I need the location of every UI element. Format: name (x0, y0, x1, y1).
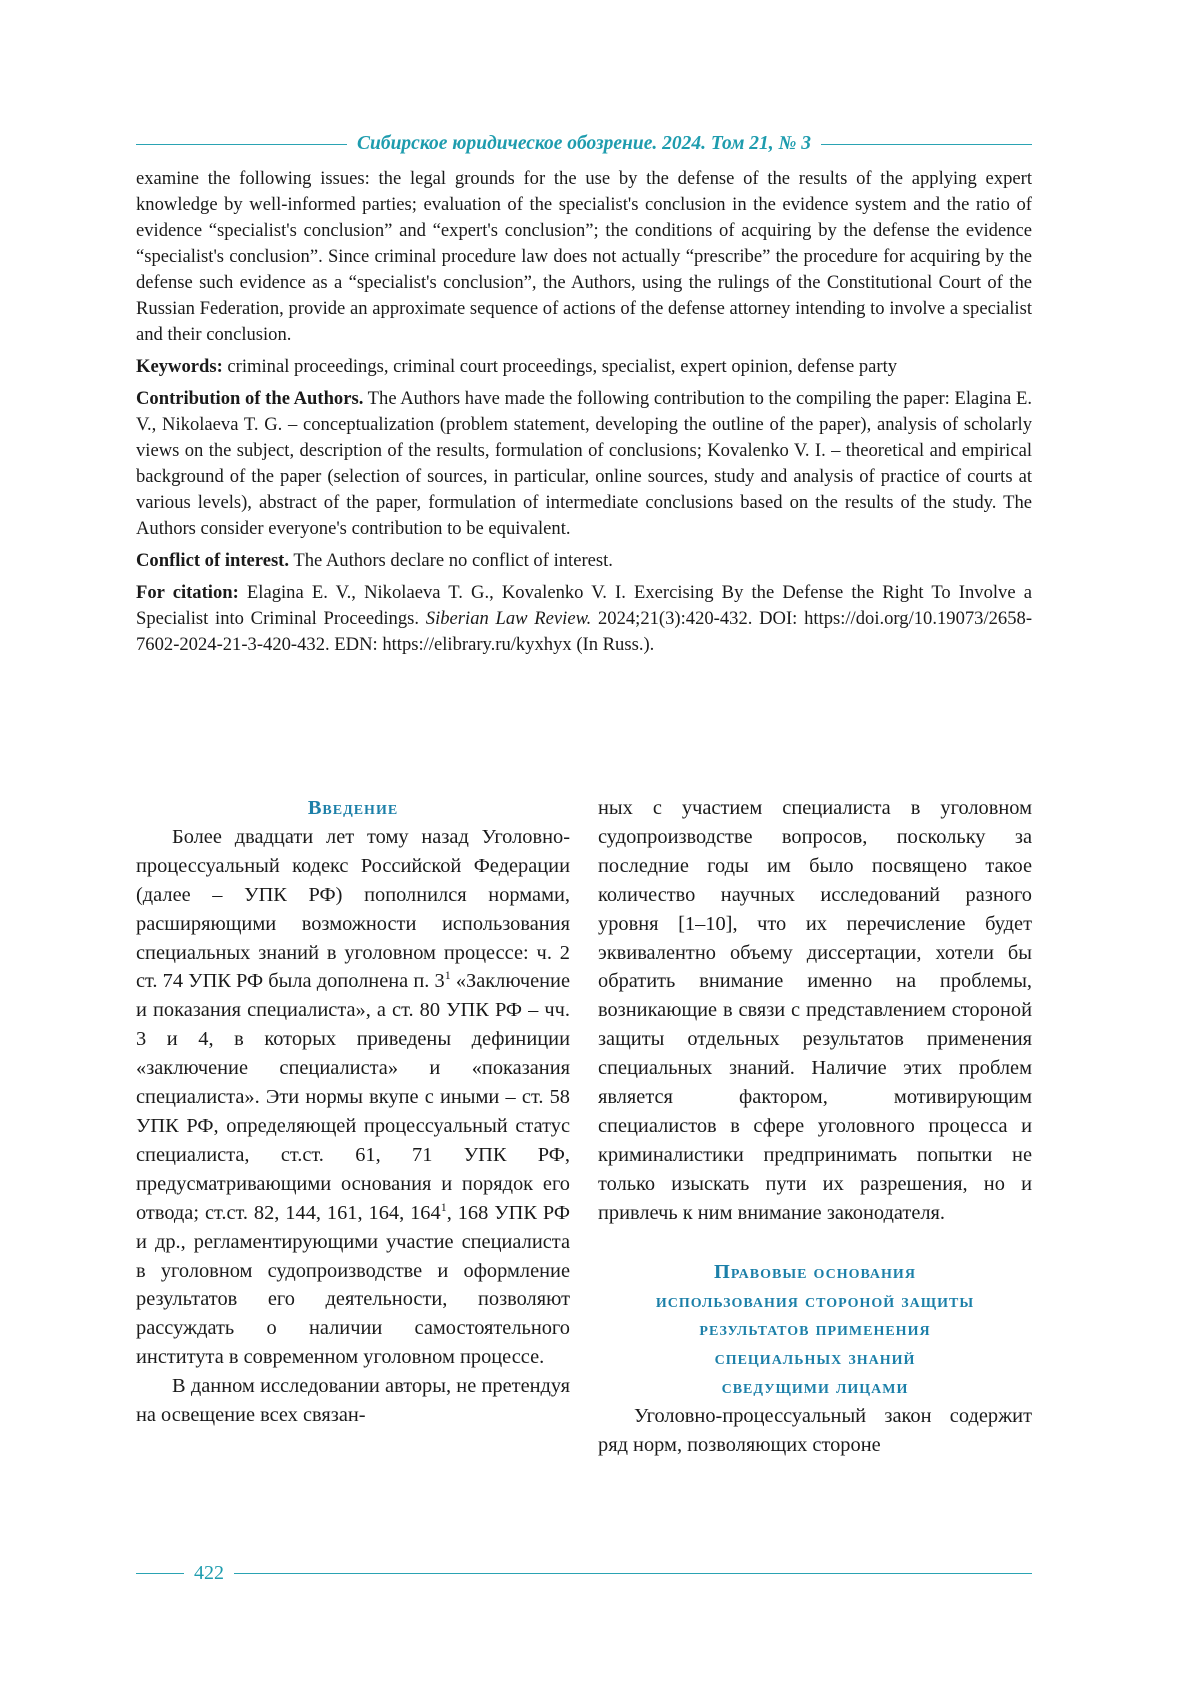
citation-label: For citation: (136, 582, 239, 603)
section-2-heading-line-1: Правовые основания (714, 1260, 916, 1283)
section-2-heading (598, 1258, 1032, 1403)
abstract-block (136, 166, 1032, 664)
intro-p1-part-c: , 168 УПК РФ и др., регламентирующими участие специалиста в уголовном судопроизводстве и оформление результатов его деятельности, позволяют рассуждать о наличии самостоятельного института в современном уголовном процессе. (136, 1201, 570, 1369)
intro-paragraph-2: В данном исследовании авторы, не претендуя на освещение всех связан- (136, 1375, 570, 1427)
footer-rule-right (234, 1573, 1032, 1574)
abstract-paragraph: examine the following issues: the legal grounds for the use by the defense of the results of the applying expert knowledge by well-informed parties; evaluation of the specialist's conclusion in the evidence system and the ratio of evidence “specialist's conclusion” and “expert's conclusion”; the conditions of acquiring by the defense the evidence “specialist's conclusion”. Since criminal procedure law does not actually “prescribe” the procedure for acquiring by the defense such evidence as a “specialist's conclusion”, the Authors, using the rulings of the Constitutional Court of the Russian Federation, provide an approximate sequence of actions of the defense attorney intending to involve a specialist and their conclusion. (136, 168, 1032, 345)
intro-p1-part-b: «Заключение и показания специалиста», а ст. 80 УПК РФ – чч. 3 и 4, в которых приведены дефиниции «заключение специалиста» и «показания специалиста». Эти нормы вкупе с иными – ст. 58 УПК РФ, определяющей процессуальный статус специалиста, ст.ст. 61, 71 УПК РФ, предусматривающими основания и порядок его отвода; ст.ст. 82, 144, 161, 164, 164 (136, 970, 570, 1224)
citation-text-1: Elagina E. V., Nikolaeva T. G., Kovalenko V. I. Exercising By the Defense the Right To Involve a Specialist into Criminal Proceedings. (136, 582, 1032, 629)
keywords-label: Keywords: (136, 356, 223, 377)
section-2-heading-line-2: использования стороной защиты (655, 1289, 975, 1312)
conflict-of-interest (136, 548, 1032, 574)
contribution-label: Contribution of the Authors. (136, 388, 364, 409)
citation (136, 580, 1032, 658)
page-number: 422 (194, 1561, 224, 1584)
left-column (136, 794, 570, 1430)
intro-paragraph-2-continued: ных с участием специалиста в уголовном судопроизводстве вопросов, поскольку за последние годы им было посвящено такое количество научных исследований разного уровня [1–10], что их перечисление будет эквивалентно объему диссертации, хотели бы обратить внимание именно на проблемы, возникающие в связи с представлением стороной защиты отдельных результатов применения специальных знаний. Наличие этих проблем является фактором, мотивирующим специалистов в сфере уголовного процесса и криминалистики предпринимать попытки не только изыскать пути их разрешения, но и привлечь к ним внимание законодателя. (598, 797, 1032, 1224)
conflict-label: Conflict of interest. (136, 550, 290, 571)
intro-paragraph-1 (136, 823, 570, 1372)
conflict-text: The Authors declare no conflict of interest. (289, 550, 613, 571)
section-2-paragraph-1: Уголовно-процессуальный закон содержит ряд норм, позволяющих стороне (598, 1405, 1032, 1457)
keywords (136, 354, 1032, 380)
section-2-heading-line-4: специальных знаний (714, 1347, 916, 1370)
right-column (598, 794, 1032, 1460)
footnote-ref-2: 1 (440, 1199, 447, 1214)
contribution-text: The Authors have made the following contribution to the compiling the paper: Elagina E. V., Nikolaeva T. G. – conceptualization (problem statement, developing the outline of the paper), analysis of scholarly views on the subject, description of the results, formulation of conclusions; Kovalenko V. I. – theoretical and empirical background of the paper (selection of sources, in particular, online sources, study and analysis of practice of courts at various levels), abstract of the paper, formulation of intermediate conclusions based on the results of the study. The Authors consider everyone's contribution to be equivalent. (136, 388, 1032, 539)
citation-journal: Siberian Law Review. (425, 608, 592, 629)
footnote-ref-1: 1 (444, 968, 451, 983)
header-rule-right (821, 144, 1032, 145)
page-footer (136, 1558, 1032, 1588)
keywords-text: criminal proceedings, criminal court proceedings, specialist, expert opinion, defense party (222, 356, 898, 377)
section-2-heading-line-3: результатов применения (699, 1318, 931, 1341)
journal-title: Сибирское юридическое обозрение. 2024. Том 21, № 3 (356, 133, 812, 154)
footer-rule-left (136, 1573, 184, 1574)
running-header (136, 130, 1032, 158)
header-rule-left (136, 144, 347, 145)
citation-text-2: 2024;21(3):420-432. DOI: https://doi.org/10.19073/2658-7602-2024-21-3-420-432. EDN: https://elibrary.ru/kyxhyx (In Russ.). (136, 608, 1033, 655)
contribution (136, 386, 1032, 542)
section-2-heading-line-5: сведущими лицами (721, 1376, 909, 1399)
intro-heading: Введение (307, 797, 399, 819)
intro-p1-part-a: Более двадцати лет тому назад Уголовно-процессуальный кодекс Российской Федерации (далее – УПК РФ) пополнился нормами, расширяющими возможности использования специальных знаний в уголовном процессе: ч. 2 ст. 74 УПК РФ была дополнена п. 3 (136, 825, 570, 993)
